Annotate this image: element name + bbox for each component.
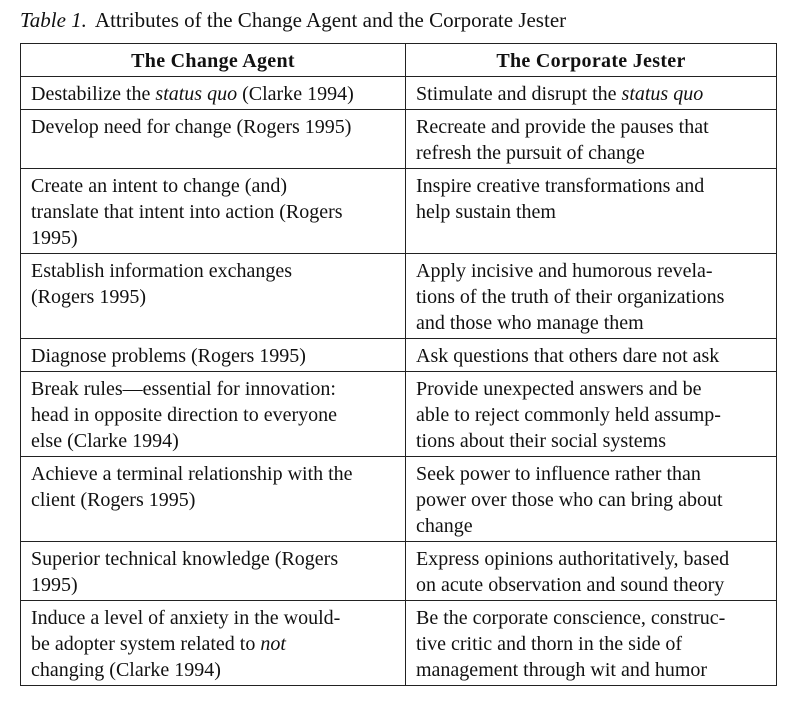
corporate-jester-cell: Stimulate and disrupt the status quo: [406, 77, 777, 110]
change-agent-cell: Superior technical knowledge (Rogers 1995): [21, 542, 406, 601]
table-title: Attributes of the Change Agent and the Corporate Jester: [94, 8, 567, 32]
change-agent-cell: Achieve a terminal relationship with the client (Rogers 1995): [21, 457, 406, 542]
change-agent-cell: Destabilize the status quo (Clarke 1994): [21, 77, 406, 110]
corporate-jester-cell: Seek power to influence rather than power over those who can bring about change: [406, 457, 777, 542]
corporate-jester-cell: Recreate and provide the pauses that refresh the pursuit of change: [406, 110, 777, 169]
corporate-jester-cell: Ask questions that others dare not ask: [406, 339, 777, 372]
table-row: [21, 77, 777, 110]
table-header-row: [21, 44, 777, 77]
table-caption: [20, 7, 566, 33]
change-agent-cell: Diagnose problems (Rogers 1995): [21, 339, 406, 372]
column-header-corporate-jester: The Corporate Jester: [406, 44, 777, 77]
table-row: [21, 339, 777, 372]
corporate-jester-cell: Express opinions authoritatively, based on acute observation and sound theory: [406, 542, 777, 601]
corporate-jester-cell: Apply incisive and humorous revela- tions of the truth of their organizations and those who manage them: [406, 254, 777, 339]
corporate-jester-cell: Be the corporate conscience, construc- tive critic and thorn in the side of management through wit and humor: [406, 601, 777, 686]
table-row: [21, 254, 777, 339]
table-number: Table 1.: [20, 8, 87, 32]
table-row: [21, 457, 777, 542]
table-row: [21, 110, 777, 169]
change-agent-cell: Establish information exchanges (Rogers 1995): [21, 254, 406, 339]
attributes-table: [20, 43, 777, 686]
change-agent-cell: Induce a level of anxiety in the would- be adopter system related to not changing (Clarke 1994): [21, 601, 406, 686]
corporate-jester-cell: Inspire creative transformations and help sustain them: [406, 169, 777, 254]
table-row: [21, 372, 777, 457]
change-agent-cell: Create an intent to change (and) translate that intent into action (Rogers 1995): [21, 169, 406, 254]
change-agent-cell: Develop need for change (Rogers 1995): [21, 110, 406, 169]
corporate-jester-cell: Provide unexpected answers and be able to reject commonly held assump- tions about their social systems: [406, 372, 777, 457]
change-agent-cell: Break rules—essential for innovation: head in opposite direction to everyone else (Clarke 1994): [21, 372, 406, 457]
column-header-change-agent: The Change Agent: [21, 44, 406, 77]
table-row: [21, 169, 777, 254]
table-row: [21, 601, 777, 686]
table-row: [21, 542, 777, 601]
